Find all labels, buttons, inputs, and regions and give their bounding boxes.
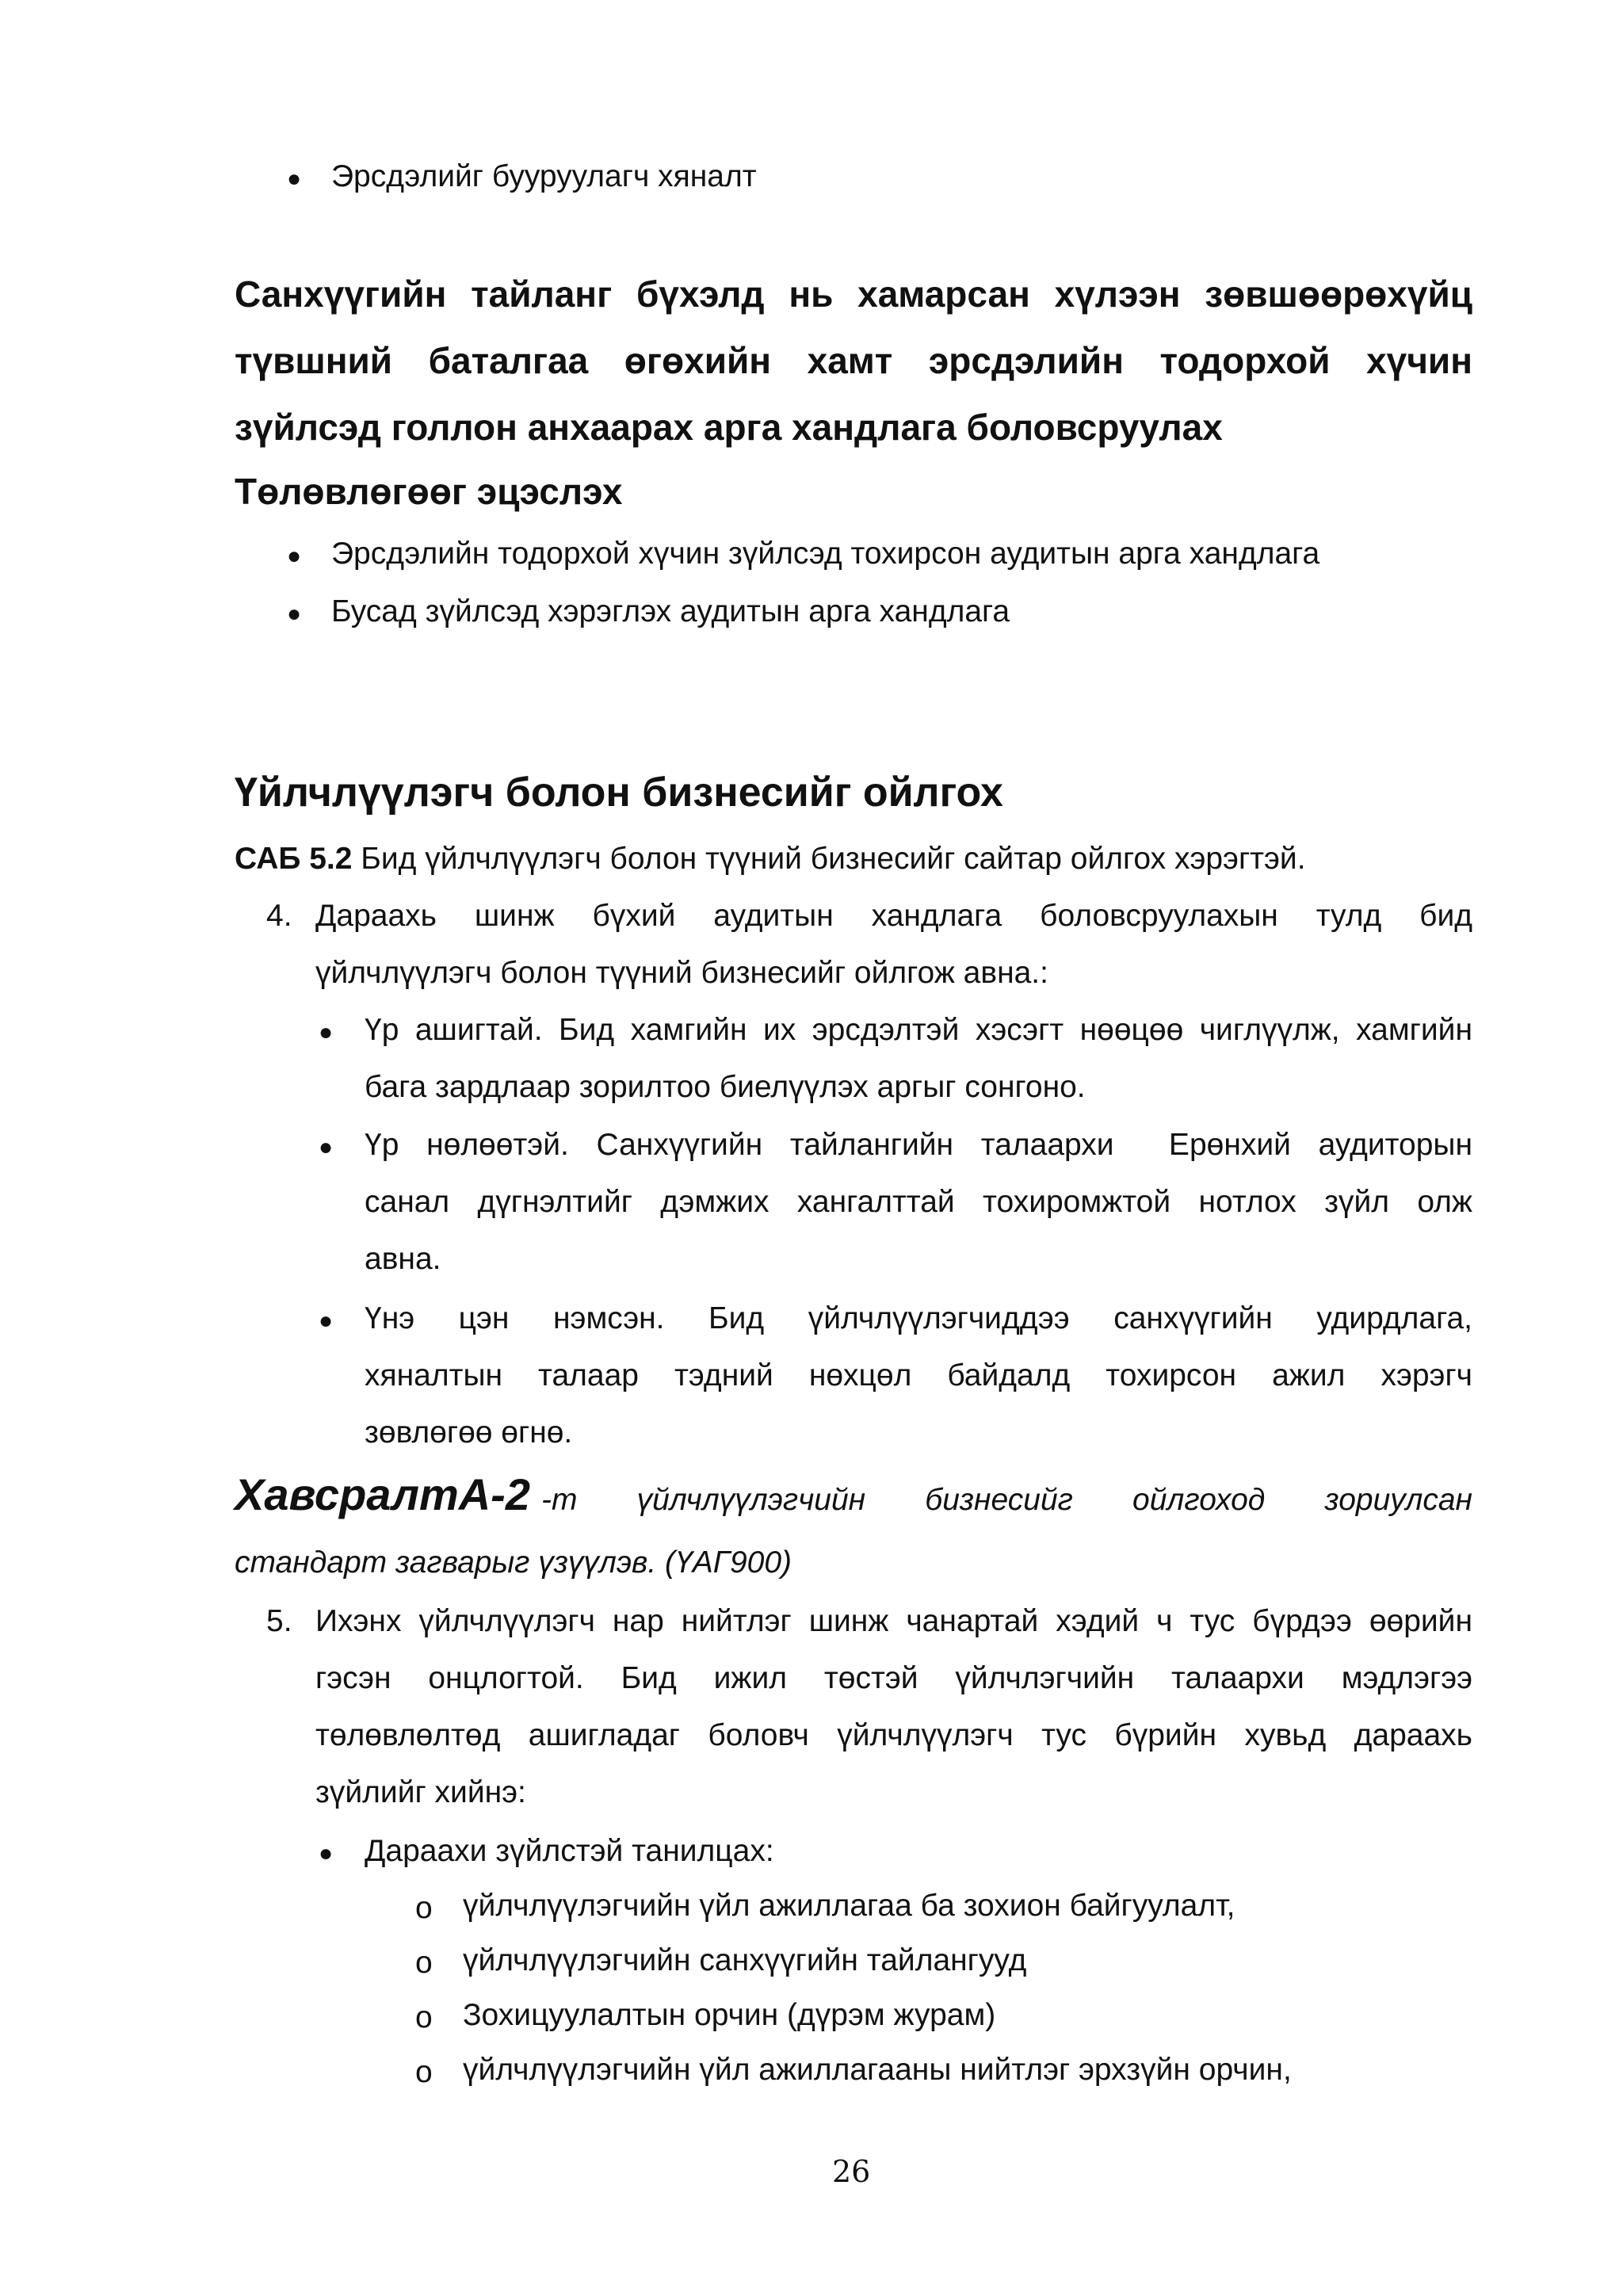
bullet-dot: ● [319,1308,334,1334]
bullet-item: Бусад зүйлсэд хэрэглэх аудитын арга хандлага [331,594,1010,628]
circle-item: үйлчлүүлэгчийн үйл ажиллагааны нийтлэг эрхзүйн орчин, [463,2053,1292,2087]
list-number: 4. [266,899,292,933]
paragraph-line: авна. [365,1242,441,1276]
appendix-code: А-2 [458,1469,530,1519]
appendix-note [235,1466,1472,1529]
paragraph-line: Үр ашигтай. Бид хамгийн их эрсдэлтэй хэсэгт нөөцөө чиглүүлж, хамгийн [365,1013,1472,1047]
circle-item: үйлчлүүлэгчийн үйл ажиллагаа ба зохион байгуулалт, [463,1889,1235,1923]
appendix-bold: Хавсралт [235,1469,459,1519]
paragraph-line: Дараахь шинж бүхий аудитын хандлага боловсруулахын тулд бид [315,899,1472,933]
paragraph-line: Ихэнх үйлчлүүлэгч нар нийтлэг шинж чанартай хэдий ч тус бүрдээ өөрийн [315,1604,1472,1638]
page-number: 26 [832,2154,871,2189]
appendix-line: стандарт загварыг үзүүлэв. (ҮАГ900) [235,1545,792,1580]
circle-bullet: o [415,1946,433,1980]
paragraph-line: Үнэ цэн нэмсэн. Бид үйлчлүүлэгчиддээ санхүүгийн удирдлага, [365,1301,1472,1335]
paragraph-line: зүйлийг хийнэ: [315,1775,526,1809]
circle-item: үйлчлүүлэгчийн санхүүгийн тайлангууд [463,1943,1027,1977]
sab-paragraph [235,831,1306,888]
circle-bullet: o [415,2000,433,2034]
bullet-dot: ● [287,166,302,192]
sab-label: САБ 5.2 [235,842,353,876]
circle-bullet: o [415,1891,433,1925]
paragraph-line: үйлчлүүлэгч болон түүний бизнесийг ойлгож авна.: [315,956,1048,990]
paragraph-line: хяналтын талаар тэдний нөхцөл байдалд тохирсон ажил хэрэгч [365,1358,1472,1392]
bullet-dot: ● [287,601,302,627]
paragraph-line: зөвлөгөө өгнө. [365,1415,573,1450]
paragraph-line: бага зардлаар зорилтоо биелүүлэх аргыг сонгоно. [365,1070,1086,1104]
bullet-item: Эрсдэлийг бууруулагч хяналт [331,159,757,193]
sab-text: Бид үйлчлүүлэгч болон түүний бизнесийг сайтар ойлгох хэрэгтэй. [352,842,1306,876]
paragraph-line: гэсэн онцлогтой. Бид ижил төстэй үйлчлэгчийн талаархи мэдлэгээ [315,1661,1472,1695]
bullet-item: Эрсдэлийн тодорхой хүчин зүйлсэд тохирсон аудитын арга хандлага [331,537,1320,571]
heading-line: Санхүүгийн тайланг бүхэлд нь хамарсан хүлээн зөвшөөрөхүйц [235,273,1472,315]
bullet-dot: ● [319,1019,334,1045]
paragraph-line: санал дүгнэлтийг дэмжих хангалттай тохиромжтой нотлох зүйл олж [365,1185,1472,1219]
section-title: Үйлчлүүлэгч болон бизнесийг ойлгох [235,770,1003,816]
bullet-item: Дараахи зүйлстэй танилцах: [365,1834,774,1868]
bullet-dot: ● [319,1134,334,1160]
heading-line: түвшний баталгаа өгөхийн хамт эрсдэлийн тодорхой хүчин [235,340,1472,381]
subheading: Төлөвлөгөөг эцэслэх [235,471,623,512]
appendix-text: -т үйлчлүүлэгчийн бизнесийг ойлгоход зориулсан [540,1483,1472,1517]
bullet-dot: ● [287,543,302,569]
paragraph-line: Үр нөлөөтэй. Санхүүгийн тайлангийн талаархи Ерөнхий аудиторын [365,1128,1472,1162]
circle-bullet: o [415,2055,433,2089]
bullet-dot: ● [319,1840,334,1866]
paragraph-line: төлөвлөлтөд ашигладаг боловч үйлчлүүлэгч тус бүрийн хувьд дараахь [315,1718,1472,1752]
circle-item: Зохицуулалтын орчин (дүрэм журам) [463,1998,996,2032]
heading-line: зүйлсэд голлон анхаарах арга хандлага боловсруулах [235,407,1223,448]
list-number: 5. [266,1604,292,1638]
